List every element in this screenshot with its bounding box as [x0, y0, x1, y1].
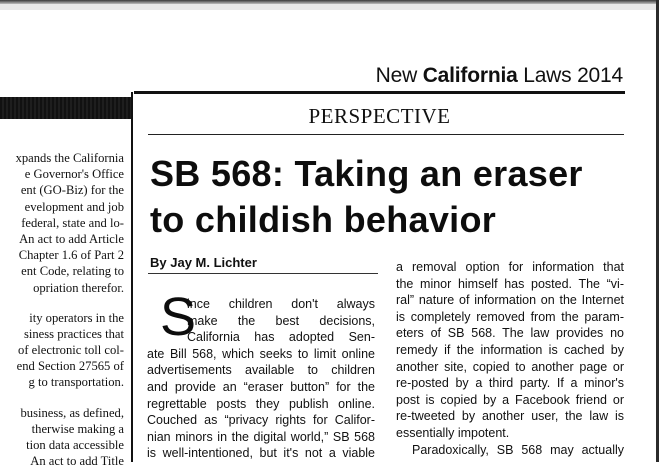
section-label: PERSPECTIVE — [308, 104, 451, 128]
left-line: opriation therefor. — [33, 280, 124, 295]
body-line: ate Bill 568, which seeks to limit online — [147, 346, 375, 361]
body-line: a removal option for information that — [396, 260, 624, 274]
header-prefix: New — [375, 64, 423, 87]
left-line: g to transportation. — [28, 375, 124, 390]
headline-line-1: SB 568: Taking an eraser — [150, 153, 583, 194]
body-line: is completely removed from the param- — [396, 309, 624, 324]
body-line: ral” nature of information on the Internet — [396, 293, 624, 308]
left-line: ent (GO-Biz) for the — [20, 183, 124, 198]
body-line: the minor himself has posted. The “vi- — [396, 276, 624, 291]
left-line: An act to add Article — [19, 231, 124, 246]
left-line: of electronic toll col- — [18, 343, 124, 358]
body-line: is well-intentioned, but it's not a viable — [147, 446, 375, 461]
header-suffix: Laws 2014 — [517, 64, 623, 87]
header-rule — [134, 91, 625, 94]
body-line: eters of SB 568. The law provides no — [396, 326, 624, 341]
left-line: An act to add Title — [30, 454, 124, 469]
body-line: another site, copied to another page or — [396, 359, 624, 374]
body-column-1 — [147, 296, 375, 462]
body-line: make the best decisions, — [187, 313, 375, 328]
body-line: regrettable posts they publish online. — [147, 396, 375, 411]
headline-line-2: to childish behavior — [150, 199, 497, 240]
body-line: California has adopted Sen- — [187, 330, 375, 345]
section-rule — [148, 134, 624, 135]
body-line: Couched as “privacy rights for Califor- — [147, 413, 375, 428]
left-section-banner — [0, 97, 131, 119]
column-divider — [131, 92, 133, 462]
running-header — [376, 64, 623, 88]
byline-rule — [148, 273, 378, 274]
body-line: post is copied by a Facebook friend or — [396, 392, 624, 407]
body-line: re-posted by a third party. If a minor's — [396, 376, 624, 391]
left-line: federal, state and lo- — [21, 215, 124, 230]
left-line: therwise making a — [31, 421, 124, 436]
body-line: remedy if the information is cached by — [396, 342, 624, 357]
body-line: ince children don't always — [187, 297, 375, 311]
header-brand: California — [422, 64, 518, 87]
left-line: ity operators in the — [29, 310, 124, 325]
left-line: tion data accessible — [26, 438, 124, 452]
body-line: advertisements available to children — [147, 363, 375, 378]
body-line: nian minors in the digital world,” SB 568 — [147, 429, 375, 444]
left-line: Chapter 1.6 of Part 2 — [18, 248, 124, 263]
left-column-text — [0, 150, 124, 469]
body-line: and provide an “eraser button” for the — [147, 379, 375, 394]
left-line: e Governor's Office — [24, 167, 124, 182]
drop-cap: S — [160, 287, 197, 347]
left-line: siness practices that — [23, 326, 124, 341]
body-column-2 — [396, 259, 624, 458]
left-line: business, as defined, — [20, 405, 124, 420]
body-line: re-tweeted by another user, the law is — [396, 409, 624, 424]
left-line: xpands the California — [15, 151, 124, 165]
body-line: Paradoxically, SB 568 may actually — [412, 442, 624, 457]
body-line: essentially impotent. — [396, 425, 510, 440]
left-line: end Section 27565 of — [16, 359, 124, 374]
left-line: ent Code, relating to — [21, 264, 124, 279]
left-line: evelopment and job — [24, 199, 124, 214]
article-headline — [150, 151, 630, 243]
scan-margin — [0, 4, 659, 10]
byline: By Jay M. Lichter — [150, 255, 257, 270]
